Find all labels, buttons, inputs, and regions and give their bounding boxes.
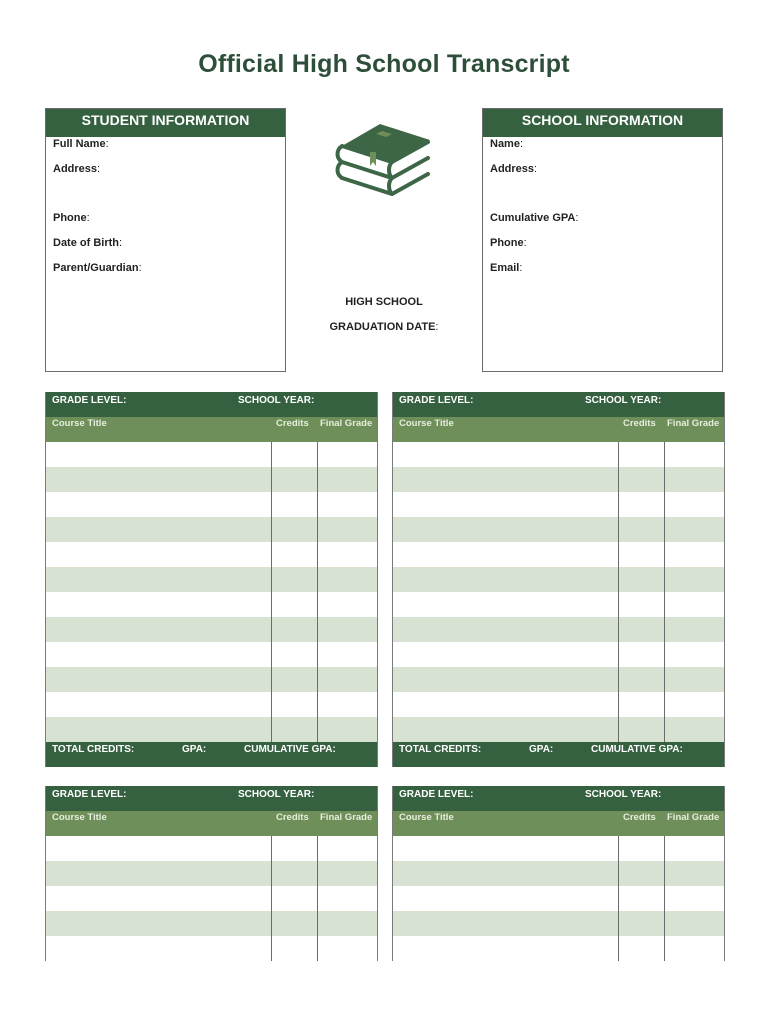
column-divider (317, 717, 318, 742)
student-information-box (45, 108, 286, 372)
column-divider (317, 467, 318, 492)
school-year-field[interactable]: SCHOOL YEAR: (585, 789, 662, 800)
parent-guardian-field[interactable]: Parent/Guardian: (53, 262, 142, 274)
column-header-course-title: Course Title (399, 418, 454, 429)
column-divider (618, 717, 619, 742)
school-phone-field[interactable]: Phone: (490, 237, 527, 249)
table-row[interactable] (393, 886, 724, 911)
column-header-credits: Credits (623, 418, 656, 429)
column-divider (317, 542, 318, 567)
column-header-course-title: Course Title (52, 812, 107, 823)
column-header-final-grade: Final Grade (667, 812, 720, 823)
column-divider (317, 442, 318, 467)
table-footer-bar (46, 742, 377, 767)
column-divider (271, 567, 272, 592)
table-row[interactable] (46, 886, 377, 911)
school-year-field[interactable]: SCHOOL YEAR: (238, 395, 315, 406)
column-divider (618, 567, 619, 592)
table-row[interactable] (393, 517, 724, 542)
column-divider (317, 492, 318, 517)
column-header-credits: Credits (623, 812, 656, 823)
column-divider (618, 442, 619, 467)
table-row[interactable] (46, 492, 377, 517)
table-column-headers (46, 417, 377, 442)
full-name-field[interactable]: Full Name: (53, 138, 109, 150)
gpa-field[interactable]: GPA: (182, 744, 207, 755)
column-divider (317, 642, 318, 667)
column-divider (317, 667, 318, 692)
column-divider (618, 492, 619, 517)
column-divider (271, 936, 272, 961)
table-column-headers (393, 811, 724, 836)
gpa-field[interactable]: GPA: (529, 744, 554, 755)
column-divider (664, 567, 665, 592)
table-row[interactable] (46, 442, 377, 467)
column-header-final-grade: Final Grade (320, 418, 373, 429)
column-divider (317, 861, 318, 886)
column-divider (618, 861, 619, 886)
column-divider (664, 617, 665, 642)
column-divider (664, 886, 665, 911)
column-header-credits: Credits (276, 418, 309, 429)
table-row[interactable] (393, 492, 724, 517)
table-row[interactable] (46, 692, 377, 717)
column-divider (271, 911, 272, 936)
column-divider (664, 836, 665, 861)
column-divider (664, 517, 665, 542)
table-column-headers (46, 811, 377, 836)
table-row[interactable] (46, 567, 377, 592)
column-divider (618, 667, 619, 692)
column-divider (618, 886, 619, 911)
cumulative-gpa-field[interactable]: Cumulative GPA: (490, 212, 579, 224)
column-header-credits: Credits (276, 812, 309, 823)
column-divider (317, 886, 318, 911)
table-row[interactable] (393, 592, 724, 617)
table-row[interactable] (46, 667, 377, 692)
column-header-final-grade: Final Grade (320, 812, 373, 823)
column-divider (317, 692, 318, 717)
column-divider (664, 692, 665, 717)
table-row[interactable] (46, 836, 377, 861)
phone-field[interactable]: Phone: (53, 212, 90, 224)
grade-level-field[interactable]: GRADE LEVEL: (399, 395, 474, 406)
table-header-bar (46, 786, 377, 811)
column-divider (618, 467, 619, 492)
column-divider (271, 517, 272, 542)
column-divider (317, 617, 318, 642)
table-row[interactable] (393, 617, 724, 642)
column-divider (664, 667, 665, 692)
column-divider (664, 592, 665, 617)
date-of-birth-field[interactable]: Date of Birth: (53, 237, 123, 249)
column-divider (271, 492, 272, 517)
column-divider (618, 936, 619, 961)
table-row[interactable] (46, 617, 377, 642)
column-divider (664, 442, 665, 467)
column-divider (618, 692, 619, 717)
column-divider (618, 836, 619, 861)
table-row[interactable] (46, 936, 377, 961)
column-divider (271, 667, 272, 692)
column-divider (317, 592, 318, 617)
table-row[interactable] (46, 861, 377, 886)
high-school-label: HIGH SCHOOL (345, 296, 423, 308)
grade-table-3 (45, 786, 378, 961)
column-divider (664, 717, 665, 742)
school-information-heading: SCHOOL INFORMATION (483, 109, 722, 137)
column-divider (664, 542, 665, 567)
grade-table-2 (392, 392, 725, 767)
table-row[interactable] (393, 642, 724, 667)
table-row[interactable] (46, 517, 377, 542)
table-column-headers (393, 417, 724, 442)
table-row[interactable] (393, 692, 724, 717)
column-divider (664, 492, 665, 517)
cumulative-gpa-total-field[interactable]: CUMULATIVE GPA: (244, 744, 336, 755)
school-information-box (482, 108, 723, 372)
column-divider (271, 542, 272, 567)
table-row[interactable] (46, 467, 377, 492)
grade-table-1 (45, 392, 378, 767)
table-row[interactable] (393, 911, 724, 936)
column-divider (317, 836, 318, 861)
total-credits-field[interactable]: TOTAL CREDITS: (399, 744, 482, 755)
column-divider (618, 542, 619, 567)
column-divider (271, 717, 272, 742)
column-divider (271, 467, 272, 492)
address-field[interactable]: Address: (53, 163, 101, 175)
table-header-bar (393, 392, 724, 417)
document-title: Official High School Transcript (198, 50, 570, 78)
table-row[interactable] (393, 467, 724, 492)
table-row[interactable] (393, 717, 724, 742)
table-row[interactable] (393, 667, 724, 692)
column-divider (271, 692, 272, 717)
school-year-field[interactable]: SCHOOL YEAR: (585, 395, 662, 406)
table-row[interactable] (393, 861, 724, 886)
school-address-field[interactable]: Address: (490, 163, 538, 175)
table-header-bar (46, 392, 377, 417)
column-header-final-grade: Final Grade (667, 418, 720, 429)
grade-level-field[interactable]: GRADE LEVEL: (52, 395, 127, 406)
grade-level-field[interactable]: GRADE LEVEL: (52, 789, 127, 800)
column-divider (317, 517, 318, 542)
table-footer-bar (393, 742, 724, 767)
graduation-date-field[interactable]: GRADUATION DATE: (329, 321, 439, 333)
table-row[interactable] (393, 936, 724, 961)
table-row[interactable] (46, 911, 377, 936)
column-divider (271, 836, 272, 861)
column-divider (618, 592, 619, 617)
column-divider (317, 936, 318, 961)
total-credits-field[interactable]: TOTAL CREDITS: (52, 744, 135, 755)
column-divider (271, 886, 272, 911)
school-name-field[interactable]: Name: (490, 138, 524, 150)
table-row[interactable] (393, 567, 724, 592)
table-row[interactable] (393, 836, 724, 861)
column-divider (618, 642, 619, 667)
column-divider (664, 642, 665, 667)
table-row[interactable] (46, 542, 377, 567)
school-email-field[interactable]: Email: (490, 262, 523, 274)
table-row[interactable] (393, 442, 724, 467)
table-row[interactable] (46, 717, 377, 742)
column-divider (317, 567, 318, 592)
column-divider (618, 517, 619, 542)
column-divider (664, 936, 665, 961)
column-divider (664, 911, 665, 936)
column-divider (271, 861, 272, 886)
table-row[interactable] (46, 642, 377, 667)
column-divider (664, 861, 665, 886)
grade-level-field[interactable]: GRADE LEVEL: (399, 789, 474, 800)
column-divider (664, 467, 665, 492)
school-year-field[interactable]: SCHOOL YEAR: (238, 789, 315, 800)
cumulative-gpa-total-field[interactable]: CUMULATIVE GPA: (591, 744, 683, 755)
grade-table-4 (392, 786, 725, 961)
stacked-books-icon (332, 112, 436, 204)
column-divider (317, 911, 318, 936)
column-divider (618, 911, 619, 936)
table-row[interactable] (46, 592, 377, 617)
column-divider (271, 617, 272, 642)
column-header-course-title: Course Title (52, 418, 107, 429)
table-row[interactable] (393, 542, 724, 567)
column-divider (271, 592, 272, 617)
column-divider (271, 442, 272, 467)
column-header-course-title: Course Title (399, 812, 454, 823)
table-header-bar (393, 786, 724, 811)
column-divider (618, 617, 619, 642)
column-divider (271, 642, 272, 667)
student-information-heading: STUDENT INFORMATION (46, 109, 285, 137)
